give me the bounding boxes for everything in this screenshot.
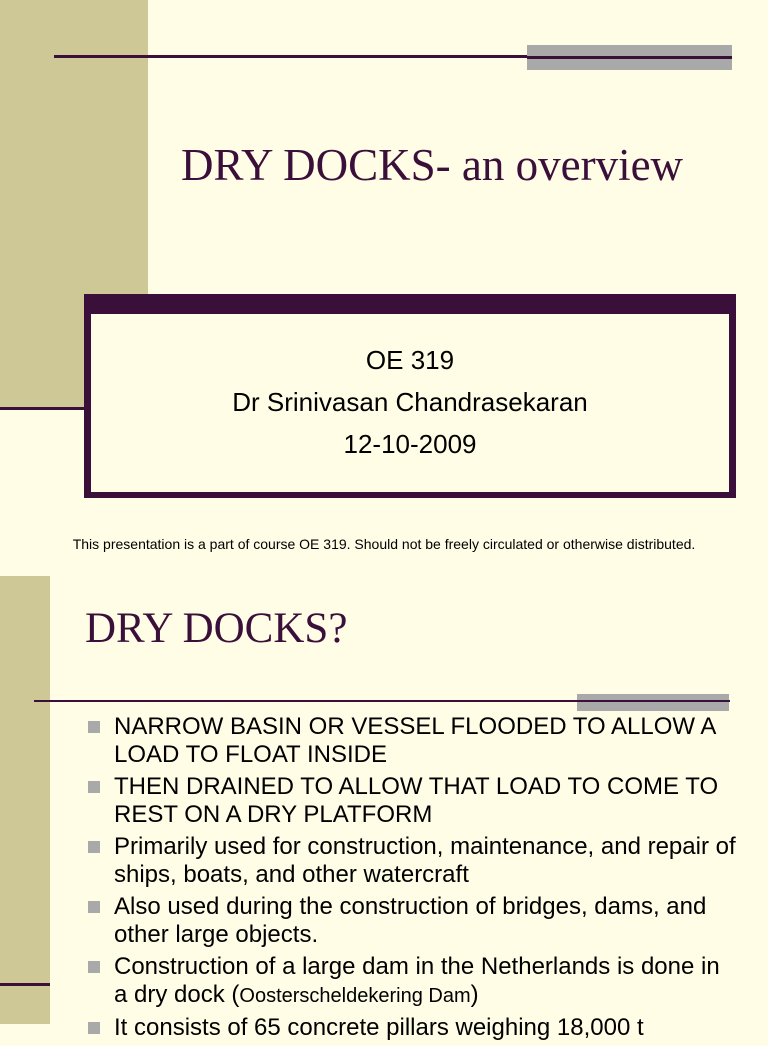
slide1-sidebar-rule bbox=[0, 407, 86, 410]
slide2-accent-rule bbox=[577, 700, 729, 702]
square-bullet-icon bbox=[88, 781, 100, 793]
bullet-text-prefix: Construction of a large dam in the Netherlands is done in a dry dock ( bbox=[114, 953, 720, 1008]
slide2-title: DRY DOCKS? bbox=[85, 605, 348, 652]
list-item bbox=[86, 893, 736, 949]
square-bullet-icon bbox=[88, 721, 100, 733]
slide1-title bbox=[181, 136, 721, 194]
dam-name: Oosterscheldekering Dam bbox=[239, 985, 471, 1007]
bullet-text: Primarily used for construction, maintenance, and repair of ships, boats, and other watercraft bbox=[114, 833, 736, 888]
slide2-bullet-list bbox=[86, 713, 736, 1046]
bullet-text-suffix: ) bbox=[470, 981, 479, 1008]
slide2-accent-block bbox=[577, 694, 729, 711]
bullet-text: NARROW BASIN OR VESSEL FLOODED TO ALLOW A LOAD TO FLOAT INSIDE bbox=[114, 713, 716, 768]
slide1-info-box bbox=[91, 314, 729, 492]
slide1-title-rest: - an overview bbox=[435, 140, 684, 190]
list-item bbox=[86, 1014, 736, 1042]
distribution-notice: This presentation is a part of course OE 319. Should not be freely circulated or otherwise distributed. bbox=[72, 536, 696, 552]
list-item bbox=[86, 833, 736, 889]
author-name: Dr Srinivasan Chandrasekaran bbox=[232, 387, 588, 417]
list-item bbox=[86, 773, 736, 829]
course-code: OE 319 bbox=[365, 345, 455, 375]
bullet-text: It consists of 65 concrete pillars weighing 18,000 t bbox=[114, 1014, 644, 1041]
square-bullet-icon bbox=[88, 841, 100, 853]
list-item bbox=[86, 953, 736, 1010]
slide1-accent-rule bbox=[527, 56, 732, 59]
slide2-sidebar-bar bbox=[0, 576, 50, 1024]
list-item bbox=[86, 713, 736, 769]
slide2-sidebar-rule bbox=[0, 983, 50, 986]
square-bullet-icon bbox=[88, 901, 100, 913]
presentation-date: 12-10-2009 bbox=[343, 429, 477, 459]
bullet-text: Also used during the construction of bridges, dams, and other large objects. bbox=[114, 893, 707, 948]
bullet-text: THEN DRAINED TO ALLOW THAT LOAD TO COME TO REST ON A DRY PLATFORM bbox=[114, 773, 719, 828]
slide1-title-main: DRY DOCKS bbox=[181, 140, 436, 190]
square-bullet-icon bbox=[88, 961, 100, 973]
